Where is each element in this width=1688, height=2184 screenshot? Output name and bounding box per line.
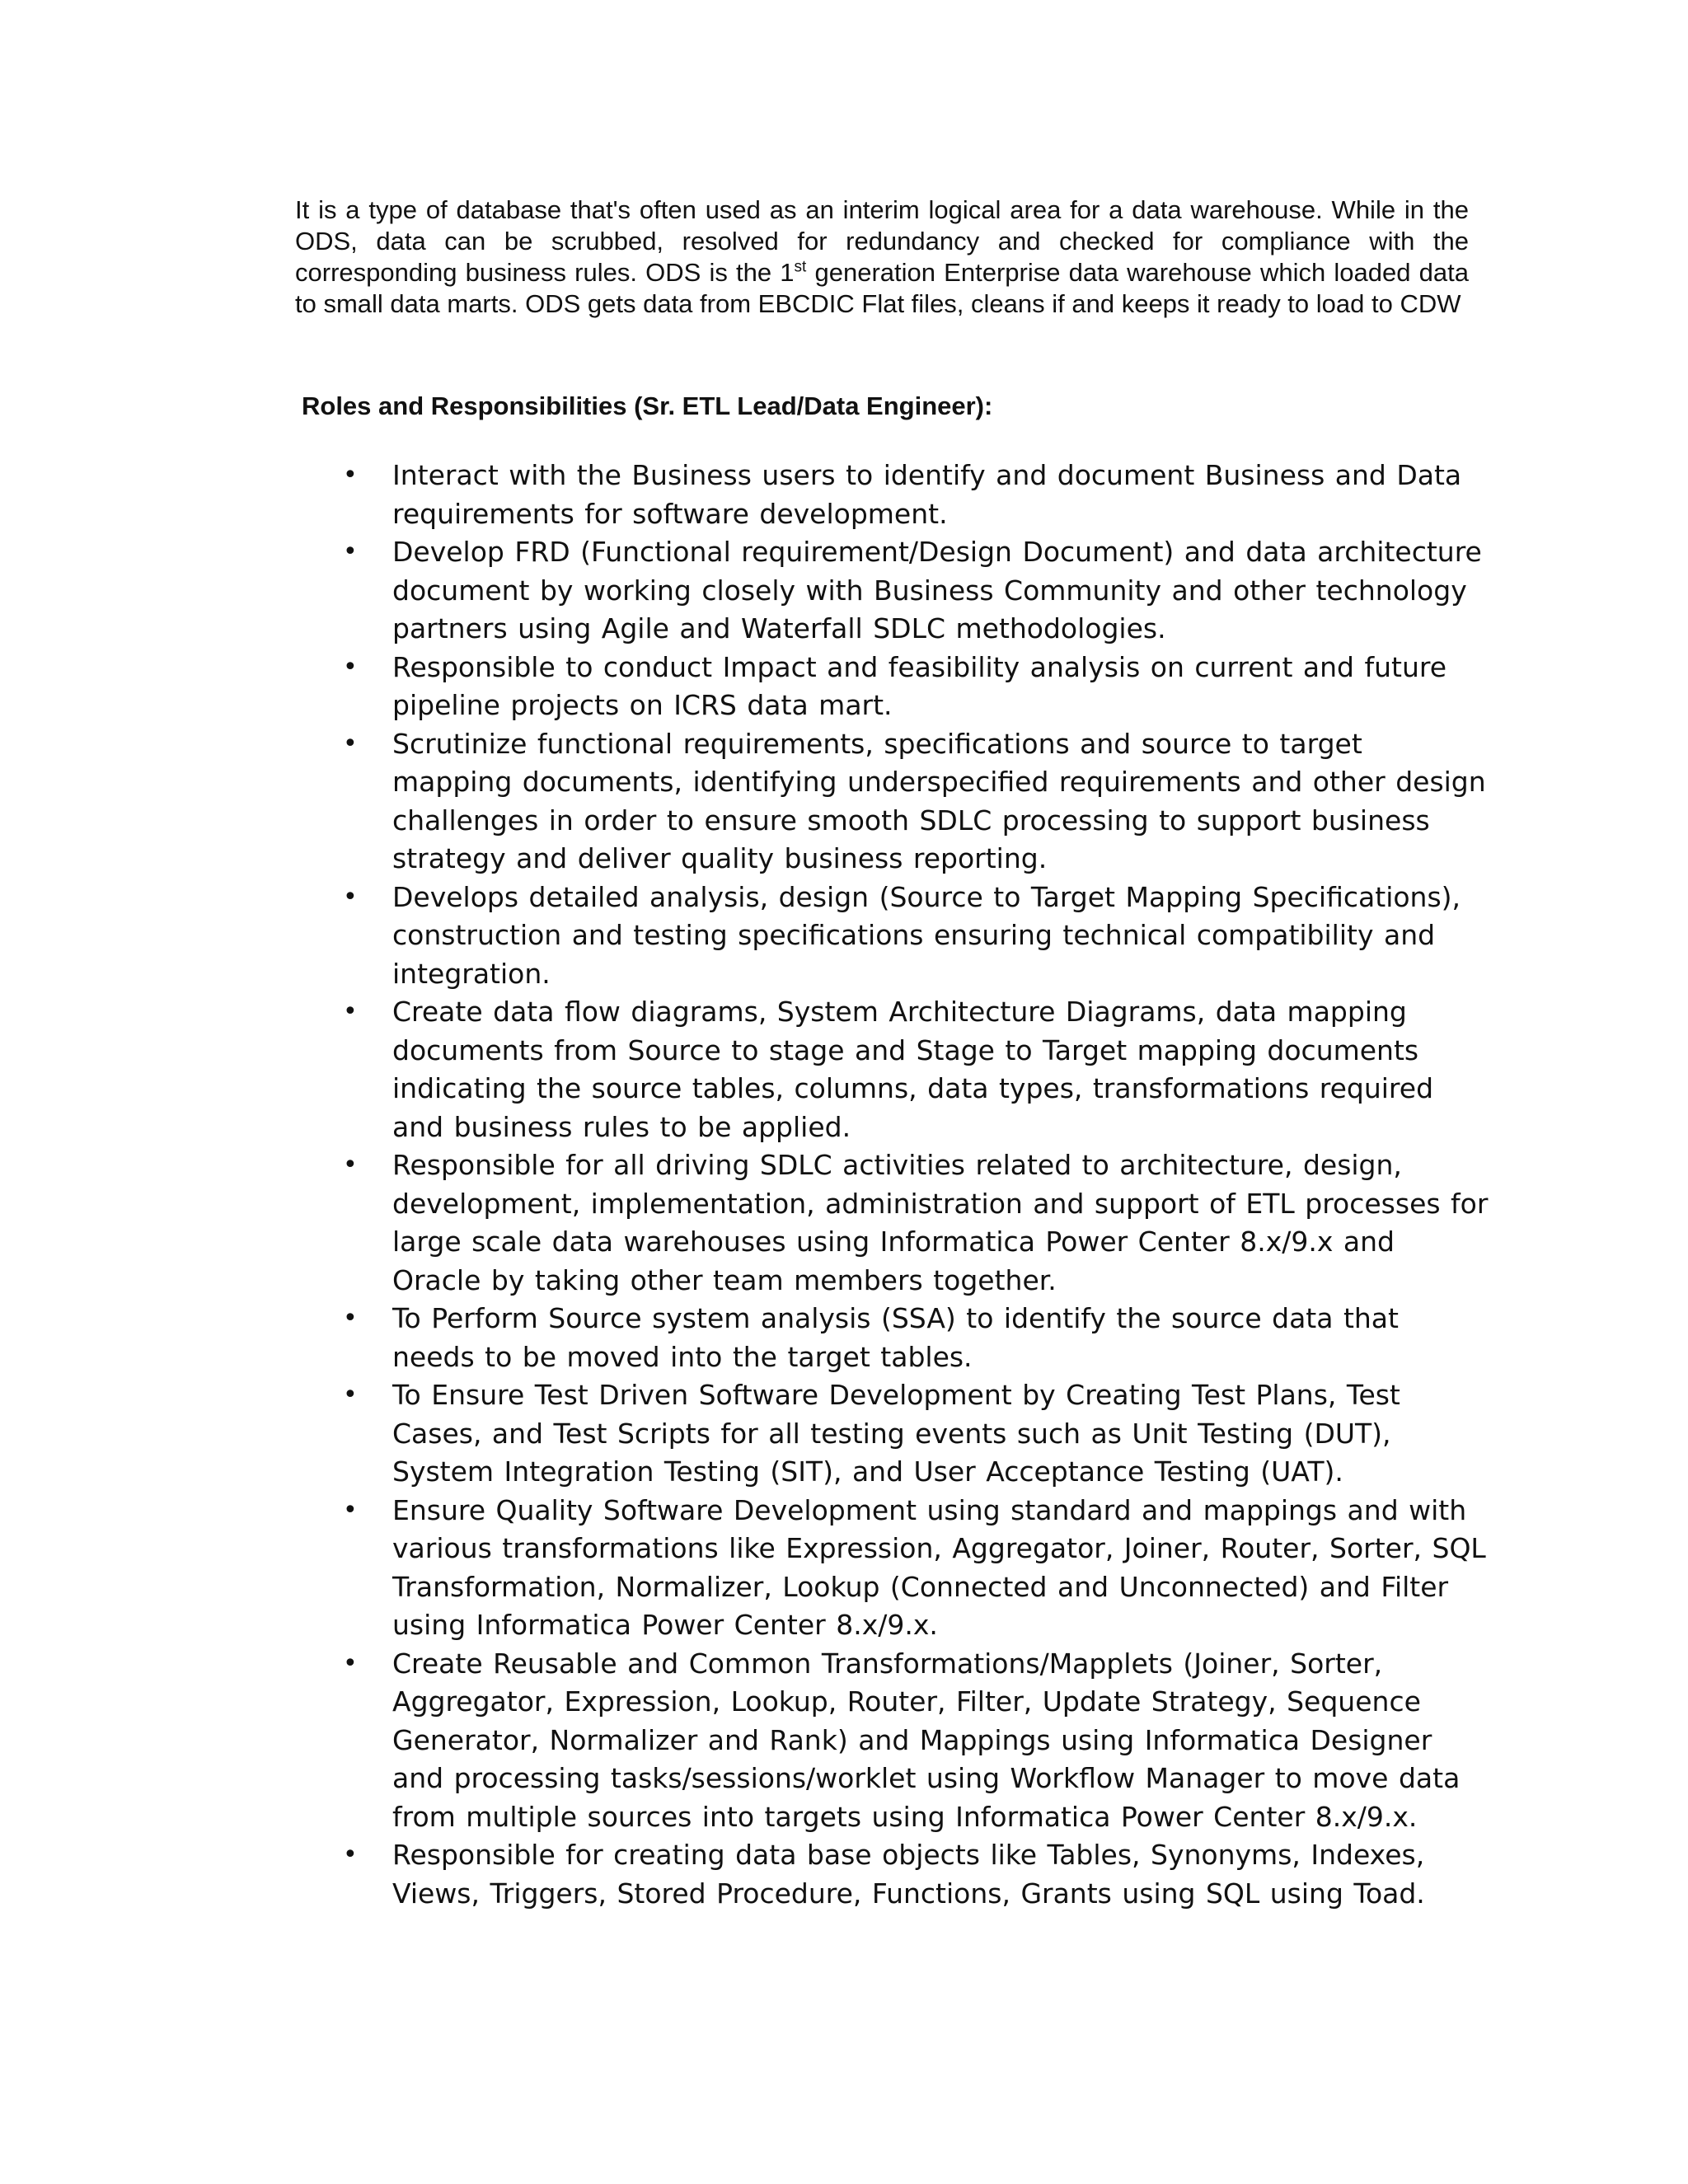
list-item: [0, 1146, 1489, 1300]
bullet-icon: •: [343, 652, 358, 682]
bullet-icon: •: [343, 1380, 358, 1409]
bullet-icon: •: [343, 461, 358, 490]
bullet-icon: •: [343, 1648, 358, 1678]
bullet-icon: •: [343, 537, 358, 566]
list-item: [0, 1376, 1489, 1492]
list-item-text: Interact with the Business users to identify and document Business and Data requirements for software development.: [392, 459, 1462, 530]
list-item: [0, 879, 1489, 994]
list-item-text: Develop FRD (Functional requirement/Design Document) and data architecture document by working closely with Business Community and other technology partners using Agile and Waterfall SDLC methodologies.: [392, 536, 1482, 644]
list-item-text: Create Reusable and Common Transformations/Mapplets (Joiner, Sorter, Aggregator, Expression, Lookup, Router, Filter, Update Strategy, Sequence Generator, Normalizer and Rank) and Mappings using Informatica Designer and processing tasks/sessions/worklet using Workflow Manager to move data from multiple sources into targets using Informatica Power Center 8.x/9.x.: [392, 1647, 1461, 1833]
list-item-text: Responsible to conduct Impact and feasibility analysis on current and future pipeline projects on ICRS data mart.: [392, 650, 1447, 721]
bullet-icon: •: [343, 882, 358, 912]
bullet-icon: •: [343, 1495, 358, 1525]
roles-heading: Roles and Responsibilities (Sr. ETL Lead/Data Engineer):: [302, 391, 993, 420]
intro-superscript: st: [794, 258, 807, 276]
list-item: [0, 1492, 1489, 1645]
bullet-icon: •: [343, 1151, 358, 1179]
list-item-text: Create data flow diagrams, System Architecture Diagrams, data mapping documents from Source to stage and Stage to Target mapping documents indicating the source tables, columns, data types, transformations required and business rules to be applied.: [392, 996, 1434, 1143]
list-item: [0, 649, 1489, 725]
intro-text-start: It is a type of database that's often used as an interim logical area for a data warehouse. While in the ODS, data can be scrubbed, resolved for redundancy and checked for compliance with the corresponding business rules. ODS is the 1: [295, 195, 1469, 287]
list-item: [0, 725, 1489, 879]
intro-text-end: generation Enterprise data warehouse which loaded data to small data marts. ODS gets data from EBCDIC Flat files, cleans if and keeps it ready to load to CDW: [295, 258, 1469, 318]
list-item-text: To Ensure Test Driven Software Development by Creating Test Plans, Test Cases, and Test Scripts for all testing events such as Unit Testing (DUT), System Integration Testing (SIT), and User Acceptance Testing (UAT).: [392, 1379, 1400, 1488]
bullet-icon: •: [343, 997, 358, 1026]
list-item: [0, 1836, 1489, 1913]
list-item-text: Scrutinize functional requirements, specifications and source to target mapping documents, identifying underspecified requirements and other design challenges in order to ensure smooth SDLC processing to support business strategy and deliver quality business reporting.: [392, 727, 1486, 874]
list-item-text: Ensure Quality Software Development using standard and mappings and with various transformations like Expression, Aggregator, Joiner, Router, Sorter, SQL Transformation, Normalizer, Lookup (Connected and Unconnected) and Filter using Informatica Power Center 8.x/9.x.: [392, 1493, 1486, 1641]
responsibilities-list: [0, 457, 1688, 1913]
bullet-icon: •: [343, 1840, 358, 1869]
list-item-text: Responsible for all driving SDLC activities related to architecture, design, development, implementation, administration and support of ETL processes for large scale data warehouses using Informatica Power Center 8.x/9.x and Oracle by taking other team members together.: [392, 1149, 1489, 1296]
list-item: [0, 1300, 1489, 1376]
bullet-icon: •: [343, 1304, 358, 1333]
ods-description-paragraph: [295, 194, 1469, 320]
list-item-text: Develops detailed analysis, design (Source to Target Mapping Specifications), construction and testing specifications ensuring technical compatibility and integration.: [392, 880, 1461, 990]
list-item: [0, 457, 1489, 533]
list-item: [0, 533, 1489, 649]
list-item-text: To Perform Source system analysis (SSA) to identify the source data that needs to be moved into the target tables.: [392, 1302, 1399, 1373]
list-item: [0, 993, 1489, 1146]
list-item: [0, 1645, 1489, 1837]
list-item-text: Responsible for creating data base objects like Tables, Synonyms, Indexes, Views, Triggers, Stored Procedure, Functions, Grants using SQL using Toad.: [392, 1839, 1425, 1910]
bullet-icon: •: [343, 729, 358, 758]
